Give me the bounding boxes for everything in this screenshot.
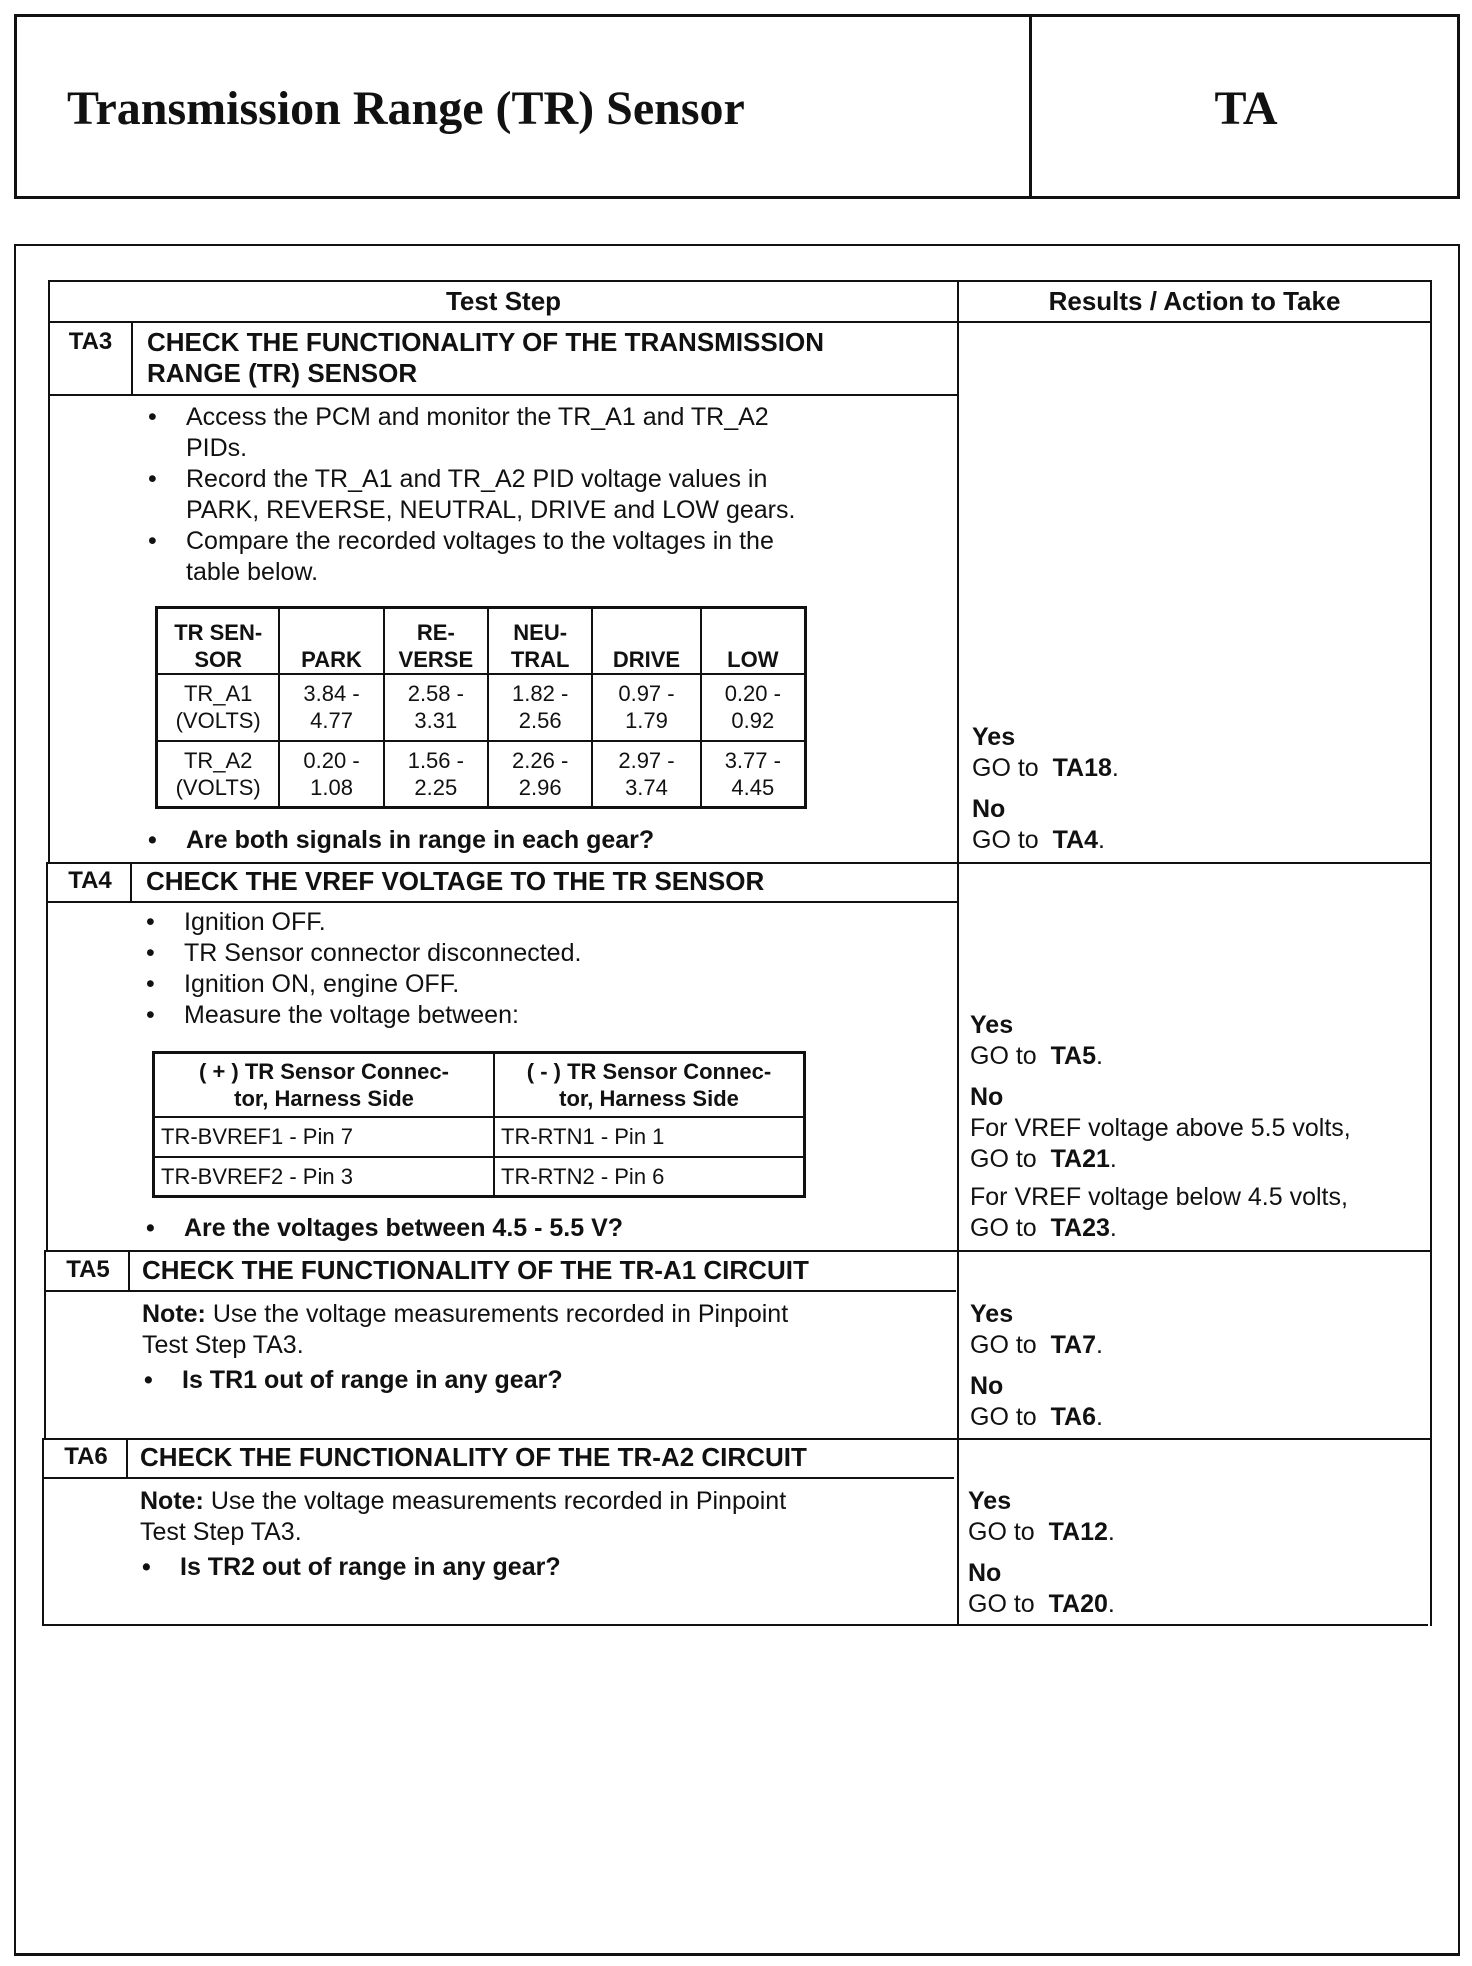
ta6-no-action: GO to TA20. [968, 1590, 1115, 1618]
ta3-bottom-border [48, 862, 1432, 864]
table-right-border [1430, 280, 1432, 1626]
step-code-ta3: TA3 [68, 328, 113, 355]
table-row [154, 1117, 805, 1157]
ta3-code-divider [131, 321, 133, 396]
yes-label: Yes [972, 723, 1016, 751]
table-cell: 3.77 - 4.45 [701, 741, 806, 808]
ta5-question [140, 1365, 563, 1396]
step-code-ta4: TA4 [68, 867, 112, 894]
list-item: • Is TR1 out of range in any gear? [140, 1365, 563, 1396]
table-cell: 3.84 - 4.77 [279, 674, 383, 741]
no-label: No [968, 1559, 1002, 1587]
table-cell: 0.97 - 1.79 [592, 674, 700, 741]
ta4-question [142, 1213, 623, 1244]
step-code-ta5: TA5 [66, 1256, 110, 1283]
table-left-border [48, 280, 50, 864]
table-cell: TR-BVREF2 - Pin 3 [154, 1157, 495, 1197]
ta4-no-line2: For VREF voltage below 4.5 volts, [970, 1183, 1348, 1211]
ta5-yes-action: GO to TA7. [970, 1331, 1103, 1359]
table-left-border-3 [44, 1250, 46, 1440]
list-item: • Compare the recorded voltages to the voltages in the table below. [144, 526, 795, 588]
table-cell: TR-RTN1 - Pin 1 [494, 1117, 805, 1157]
ta4-yes-action: GO to TA5. [970, 1042, 1103, 1070]
ta4-results [970, 1010, 1351, 1244]
table-cell: 0.20 - 0.92 [701, 674, 806, 741]
ta6-code-divider [126, 1438, 128, 1479]
table-bottom-border [42, 1624, 1428, 1626]
ta4-code-divider [130, 862, 132, 903]
ta4-bullets [142, 907, 581, 1031]
ta3-bullets [144, 402, 795, 588]
ta5-title-border [46, 1290, 956, 1292]
ta6-title-border [44, 1477, 954, 1479]
list-item: • Are both signals in range in each gear? [144, 825, 654, 856]
col-header-drive: DRIVE [592, 608, 700, 674]
list-item: • Record the TR_A1 and TR_A2 PID voltage values in PARK, REVERSE, NEUTRAL, DRIVE and LOW gears. [144, 464, 795, 526]
list-item: • Ignition OFF. [142, 907, 581, 938]
yes-label: Yes [970, 1300, 1014, 1328]
list-item: • Is TR2 out of range in any gear? [138, 1552, 561, 1583]
ta4-no-line1: For VREF voltage above 5.5 volts, [970, 1114, 1351, 1142]
table-row [154, 1157, 805, 1197]
ta4-title-border [48, 901, 958, 903]
ta4-title: CHECK THE VREF VOLTAGE TO THE TR SENSOR [146, 866, 765, 896]
ta3-results [972, 722, 1119, 856]
table-cell: TR_A2 (VOLTS) [157, 741, 280, 808]
ta6-note: Note: Use the voltage measurements recorded in Pinpoint Test Step TA3. [140, 1487, 787, 1546]
table-cell: 0.20 - 1.08 [279, 741, 383, 808]
ta3-question [144, 825, 654, 856]
ta5-title: CHECK THE FUNCTIONALITY OF THE TR-A1 CIRCUIT [142, 1255, 809, 1285]
table-cell: TR-RTN2 - Pin 6 [494, 1157, 805, 1197]
ta6-yes-action: GO to TA12. [968, 1518, 1115, 1546]
table-cell: TR_A1 (VOLTS) [157, 674, 280, 741]
col-header-reverse: RE- VERSE [384, 608, 488, 674]
ta6-title: CHECK THE FUNCTIONALITY OF THE TR-A2 CIRCUIT [140, 1442, 807, 1472]
col-header-positive: ( + ) TR Sensor Connec- tor, Harness Side [154, 1053, 495, 1117]
ta4-no-action1: GO to TA21. [970, 1145, 1117, 1173]
table-row [157, 674, 806, 741]
yes-label: Yes [970, 1011, 1014, 1039]
header-row-border [48, 321, 1432, 323]
ta6-question [138, 1552, 561, 1583]
col-header-park: PARK [279, 608, 383, 674]
no-label: No [970, 1372, 1004, 1400]
table-cell: 1.56 - 2.25 [384, 741, 488, 808]
col-header-neutral: NEU- TRAL [488, 608, 592, 674]
ta3-yes-action: GO to TA18. [972, 754, 1119, 782]
no-label: No [970, 1083, 1004, 1111]
list-item: • Access the PCM and monitor the TR_A1 and TR_A2 PIDs. [144, 402, 795, 464]
yes-label: Yes [968, 1487, 1012, 1515]
ta3-title-border [48, 394, 958, 396]
ta3-title-line1: CHECK THE FUNCTIONALITY OF THE TRANSMISSION [147, 327, 824, 357]
table-cell: 2.97 - 3.74 [592, 741, 700, 808]
col-header-negative: ( - ) TR Sensor Connec- tor, Harness Side [494, 1053, 805, 1117]
no-label: No [972, 795, 1006, 823]
table-cell: 2.58 - 3.31 [384, 674, 488, 741]
page-header [14, 14, 1460, 199]
ta4-bottom-border [46, 1250, 1432, 1252]
ta5-bottom-border [44, 1438, 1430, 1440]
table-left-border-2 [46, 862, 48, 1252]
ta3-title [147, 327, 824, 389]
connector-table [152, 1051, 806, 1198]
table-top-border [48, 280, 1432, 282]
page-title: Transmission Range (TR) Sensor [67, 82, 745, 135]
ta3-no-action: GO to TA4. [972, 826, 1105, 854]
ta3-title-line2: RANGE (TR) SENSOR [147, 358, 418, 388]
ta5-results [970, 1299, 1103, 1433]
col-header-low: LOW [701, 608, 806, 674]
list-item: • Are the voltages between 4.5 - 5.5 V? [142, 1213, 623, 1244]
results-column-divider [957, 280, 959, 1626]
ta6-results [968, 1486, 1115, 1620]
table-left-border-4 [42, 1438, 44, 1626]
step-code-ta6: TA6 [64, 1443, 108, 1470]
list-item: • Ignition ON, engine OFF. [142, 969, 581, 1000]
table-cell: TR-BVREF1 - Pin 7 [154, 1117, 495, 1157]
ta5-code-divider [128, 1250, 130, 1292]
table-row [157, 741, 806, 808]
ta5-note: Note: Use the voltage measurements recorded in Pinpoint Test Step TA3. [142, 1300, 789, 1359]
test-step-header: Test Step [445, 286, 562, 316]
table-cell: 1.82 - 2.56 [488, 674, 592, 741]
list-item: • TR Sensor connector disconnected. [142, 938, 581, 969]
ta5-no-action: GO to TA6. [970, 1403, 1103, 1431]
ta4-no-action2: GO to TA23. [970, 1214, 1117, 1242]
tr-voltage-table [155, 606, 807, 809]
results-header: Results / Action to Take [1048, 286, 1341, 316]
col-header-tr-sensor: TR SEN- SOR [157, 608, 280, 674]
list-item: • Measure the voltage between: [142, 1000, 581, 1031]
section-code: TA [1214, 82, 1278, 135]
table-cell: 2.26 - 2.96 [488, 741, 592, 808]
